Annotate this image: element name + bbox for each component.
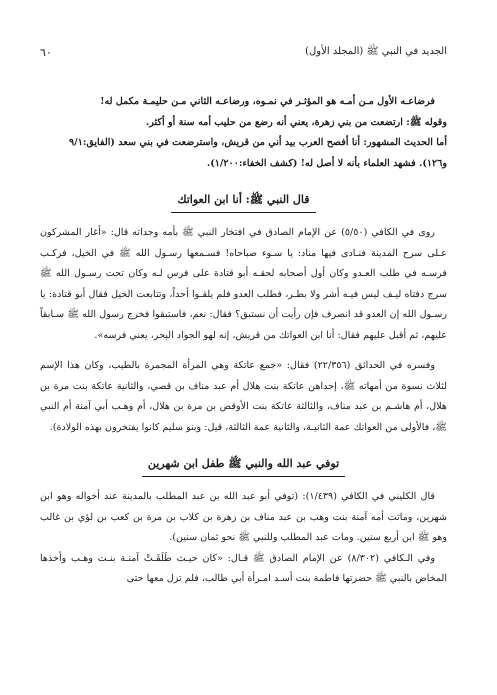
heading-2-wrap	[40, 452, 447, 477]
page-body	[40, 92, 447, 590]
section2-paragraph-2: وفي الـكافي (٨/٣٠٢) عن الإمام الصادق ﷺ قـال: «كان حيـث طَلَقَـتْ آمنـة بنـت وهـب وأخذها المخاض بالنبي ﷺ حضرتها فاطمة بنت أسـد امـرأة أبي طالب، فلم تزل معها حتى	[40, 552, 447, 584]
intro-line-3: أما الحديث المشهور: أنا أفصح العرب بيد أني من قريش، واسترضعت في بني سعد (الفايق:٩/١	[69, 137, 447, 148]
intro-line-4: و١٢٦). فشهد العلماء بأنه لا أصل له! (كشف الخفاء:١/٢٠٠).	[206, 157, 447, 169]
section1-paragraph-2: وفسره في الحدائق (٢٢/٣٥٦) فقال: «جمع عاتكة وهي المرأة المجمرة بالطيب، وكان هذا الإسم لثلاث نسوة من أمهاته ﷺ، إحداهن عاتكة بنت هلال أم عبد مناف بن قصي، والثانية عاتكة بنت مرة بن هلال، أم هاشـم بن عبد مناف، والثالثة عاتكة بنت الأوقص بن مرة بن هلال، أم وهـب أبي آمنة أم النبي ﷺ، فالأولى من العواتك عمة الثانيـة، والثانية عمة الثالثة، قيل: وبنو سليم كانوا يفتخرون بهذه الولادة).	[40, 360, 447, 433]
section-heading-2: توفي عبد الله والنبي ﷺ طفل ابن شهرين	[142, 457, 345, 477]
paragraph-gap	[40, 346, 447, 356]
intro-line-2: وقوله ﷺ: ارتضعت من بني زهرة، يعني أنه رضع من حليب أمه سنة أو أكثر.	[145, 116, 447, 128]
page-header	[40, 42, 447, 62]
page-number: ٦٠	[40, 45, 52, 59]
heading-1-wrap	[40, 188, 447, 213]
intro-line-1: فرضاعـه الأول مـن أمـه هو المؤثـر في نمـوه، ورضاعـه الثاني مـن حليمـة مكمل له!	[100, 96, 435, 107]
section-heading-1: قال النبي ﷺ: أنا ابن العواتك	[171, 193, 315, 213]
section1-paragraph-1: روى في الكافي (٥/٥٠) عن الإمام الصادق في افتخار النبي ﷺ بأمه وجداته قال: «أغار المشركون عـلى سرح المدينة فنـادى فيها مناد: يا سـوء صباحاه! فسـمعها رسـول الله ﷺ في الخيل، فركـب فرسـه في طلب العـدو وكان أول أصحابه لحقـه أبو قتادة على فرس لـه وكان تحت رسـول الله ﷺ سرج دفتاه ليـف ليس فيـه أشر ولا بطـر، فطلب العدو فلم يلقـوا أحداً، وتتابعت الخيل فقال أبو قتادة: يا رسـول الله إن العدو قد انصرف فإن رأيت أن نستبق؟ فقال: نعم، فاستبقوا فخرج رسول الله ﷺ سـابقاً عليهم، ثم أقبل عليهم فقال: أنا ابن العواتك من قريش، إنه لهو الجواد البحر، يعني فرسه».	[40, 227, 447, 341]
running-title: الجديد في النبي ﷺ (المجلد الأول)	[305, 46, 447, 57]
section2-paragraph-1: قال الكليني في الكافي (١/٤٣٩): (توفي أبو عبد الله بن عبد المطلب بالمدينة عند أخواله وهو ابن شهرين، وماتت أمه آمنة بنت وهب بن عبد مناف بن زهرة بن كلاب بن مرة بن كعب بن لؤي بن غالب وهو ﷺ ابن أربع سنين. ومات عبد المطلب وللنبي ﷺ نحو ثمان سنين).	[40, 491, 447, 543]
